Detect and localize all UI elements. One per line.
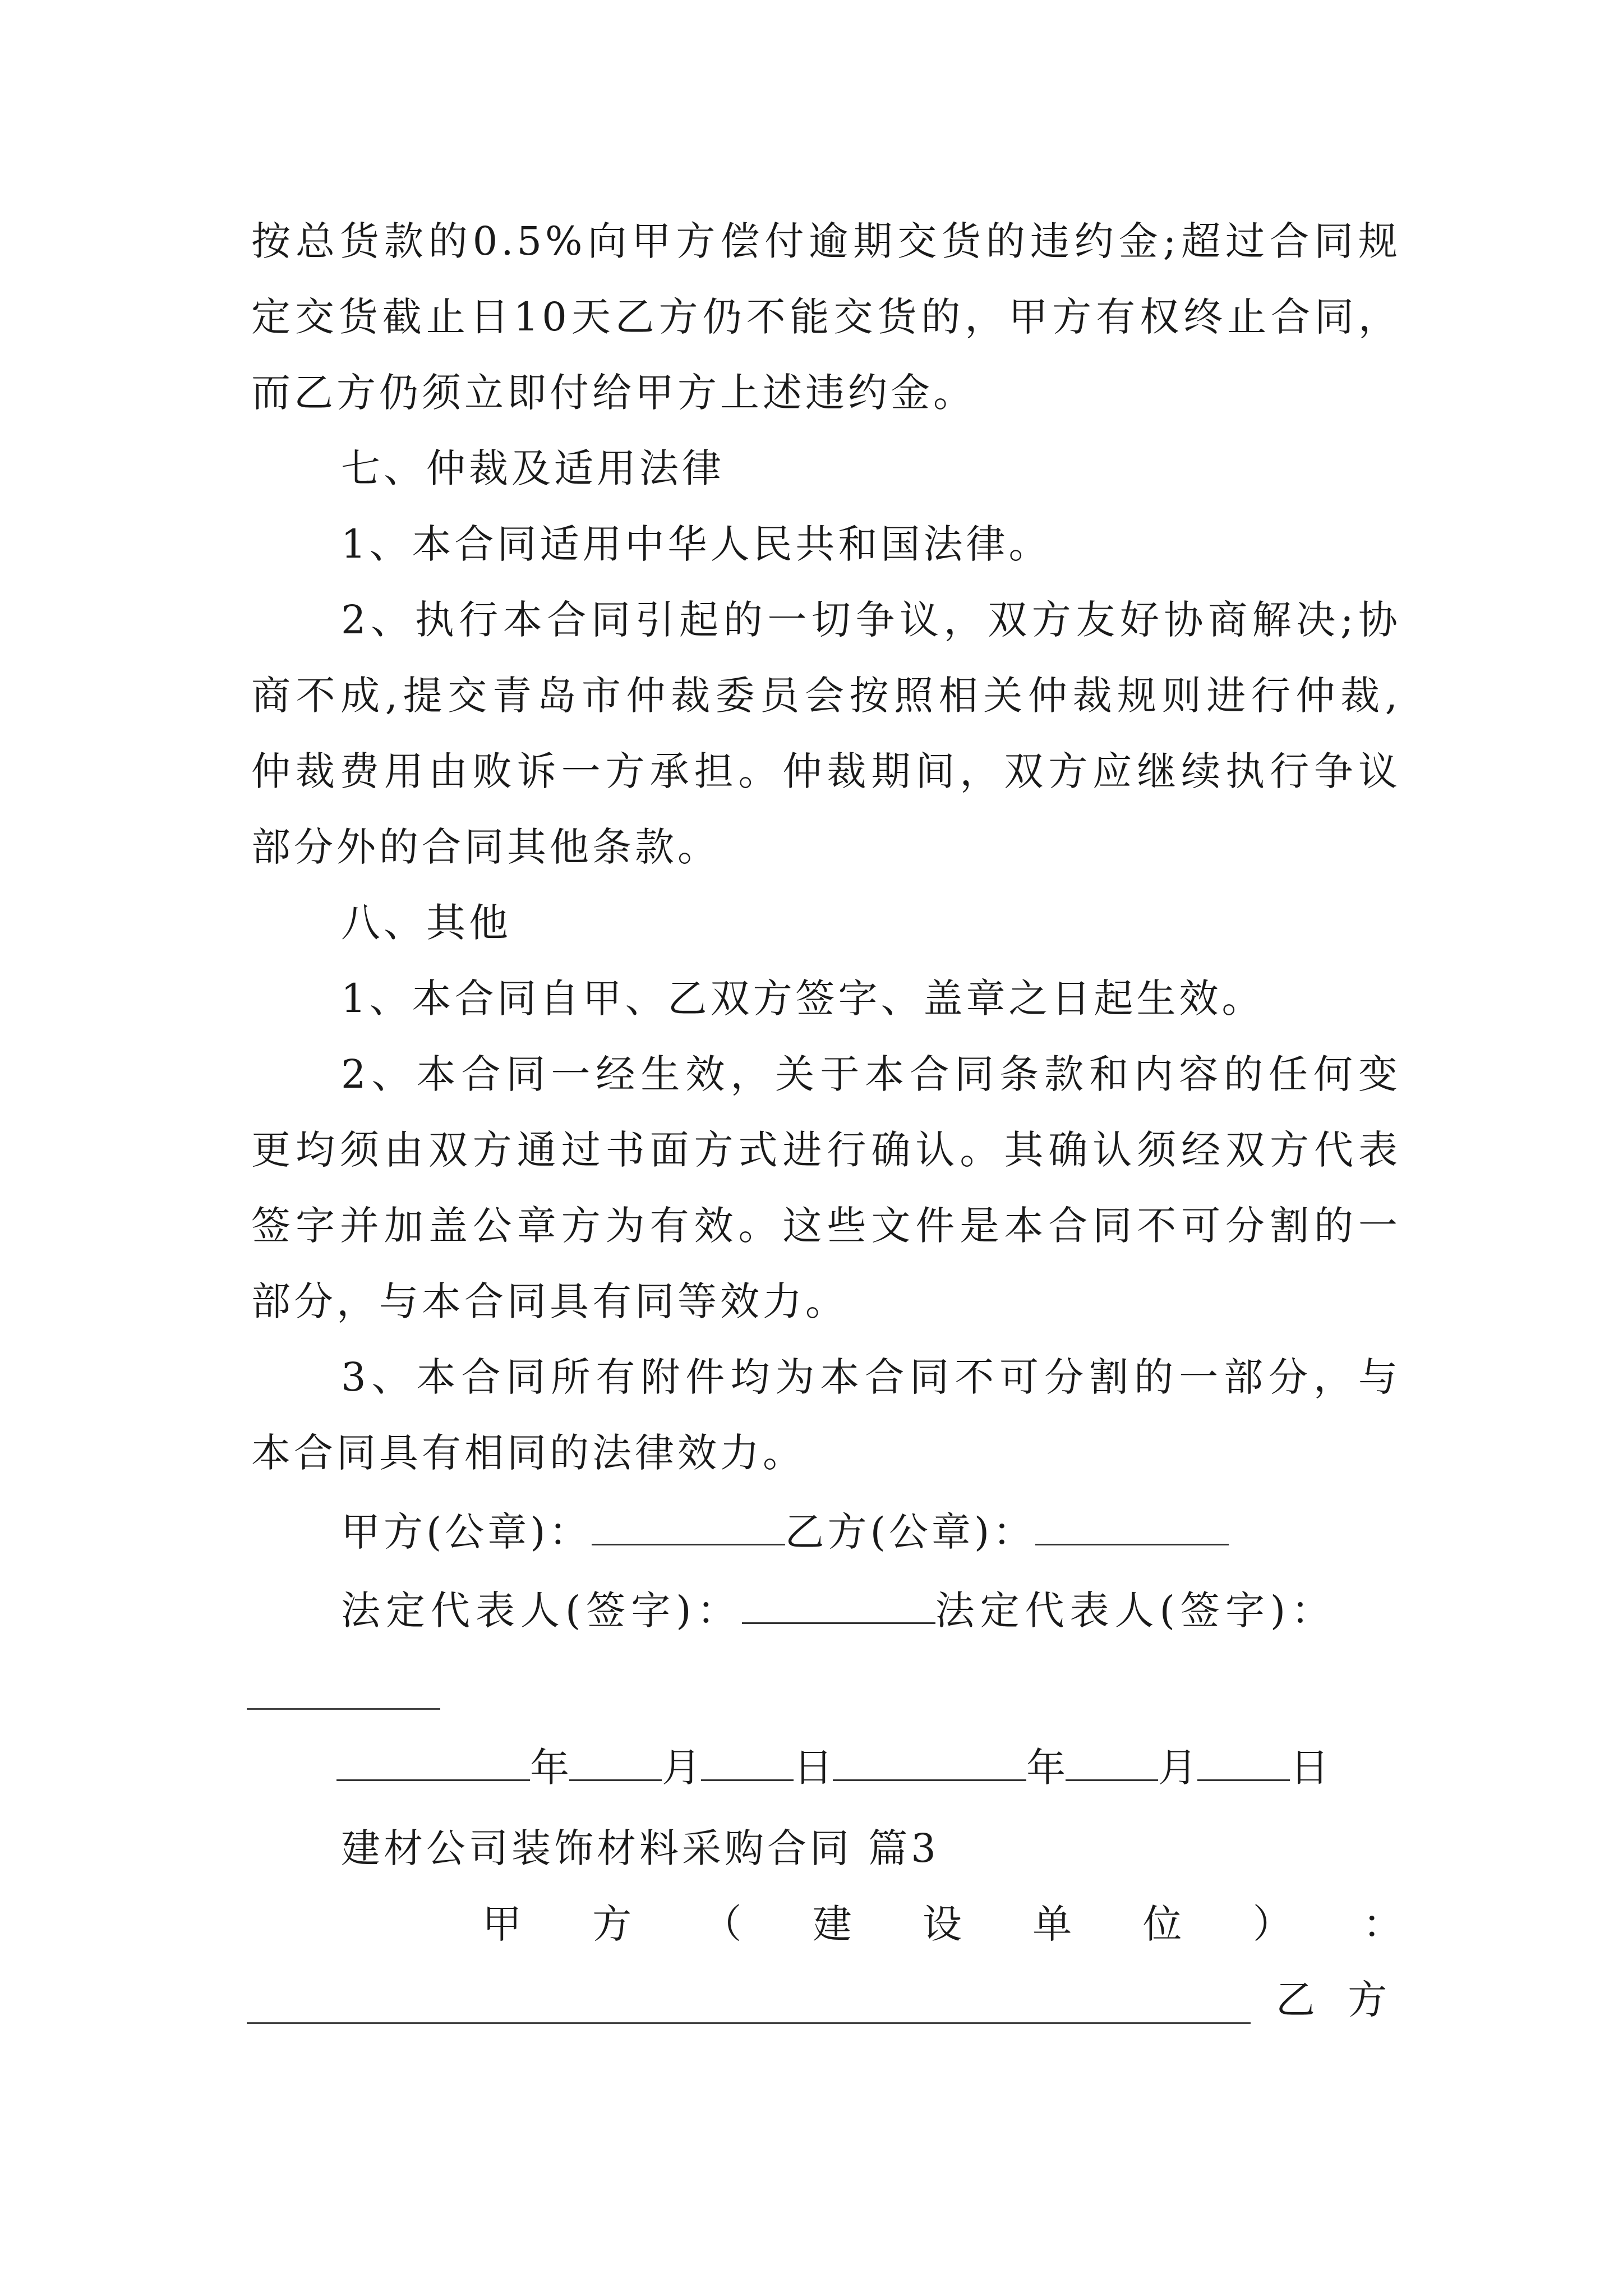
date-row — [336, 1745, 1486, 1789]
representative-signature-row — [341, 1588, 1401, 1632]
section-8-item-2-line-2: 更均须由双方通过书面方式进行确认。其确认须经双方代表 — [251, 1127, 1401, 1173]
date-b-day-label: 日 — [1290, 1745, 1329, 1791]
party-a-char: （ — [702, 1901, 742, 1947]
party-a-rep-blank — [742, 1588, 935, 1624]
section-7-item-2-line-3: 仲裁费用由败诉一方承担。仲裁期间，双方应继续执行争议 — [251, 748, 1401, 794]
party-b-rep-blank — [247, 1708, 440, 1710]
date-a-year-label: 年 — [530, 1745, 569, 1791]
section-8-item-2-line-3: 签字并加盖公章方为有效。这些文件是本合同不可分割的一 — [251, 1203, 1401, 1249]
party-a-char: 建 — [812, 1901, 852, 1947]
party-b-label: 乙 方 — [1276, 1977, 1398, 2023]
party-a-rep-label: 法定代表人(签字)： — [341, 1588, 742, 1634]
party-a-char: 单 — [1032, 1901, 1072, 1947]
section-7-item-2-line-4: 部分外的合同其他条款。 — [251, 824, 720, 870]
section-8-item-2-line-1: 2、本合同一经生效，关于本合同条款和内容的任何变 — [341, 1051, 1401, 1097]
date-a-day-label: 日 — [794, 1745, 833, 1791]
date-b-year-label: 年 — [1026, 1745, 1066, 1791]
section-8-item-3-line-1: 3、本合同所有附件均为本合同不可分割的一部分，与 — [341, 1354, 1401, 1400]
party-b-rep-label: 法定代表人(签字)： — [935, 1588, 1336, 1634]
date-a-year-blank — [336, 1745, 530, 1781]
party-a-seal-blank — [592, 1509, 785, 1545]
party-a-char: ： — [1363, 1901, 1402, 1947]
party-a-char: ） — [1252, 1901, 1292, 1947]
party-a-char: 方 — [592, 1901, 632, 1947]
date-b-month-blank — [1066, 1745, 1158, 1781]
section-7-item-2-line-2: 商不成,提交青岛市仲裁委员会按照相关仲裁规则进行仲裁, — [251, 673, 1401, 719]
party-b-seal-blank — [1035, 1509, 1229, 1545]
section-8-item-1: 1、本合同自甲、乙双方签字、盖章之日起生效。 — [341, 976, 1265, 1022]
section-8-title: 八、其他 — [341, 900, 511, 946]
party-a-seal-label: 甲方(公章)： — [341, 1509, 592, 1555]
next-contract-heading: 建材公司装饰材料采购合同 篇3 — [341, 1825, 939, 1871]
party-a-name-blank — [247, 2022, 1251, 2024]
date-a-month-label: 月 — [662, 1745, 701, 1791]
date-a-month-blank — [569, 1745, 662, 1781]
date-b-year-blank — [833, 1745, 1026, 1781]
penalty-line-1: 按总货款的0.5%向甲方偿付逾期交货的违约金;超过合同规 — [251, 218, 1401, 264]
section-7-title: 七、仲裁及适用法律 — [341, 445, 725, 491]
date-b-month-label: 月 — [1158, 1745, 1197, 1791]
date-b-day-blank — [1197, 1745, 1290, 1781]
section-8-item-2-line-4: 部分，与本合同具有同等效力。 — [251, 1278, 848, 1324]
penalty-line-2: 定交货截止日10天乙方仍不能交货的，甲方有权终止合同， — [251, 294, 1401, 340]
party-a-construction-unit-label — [482, 1901, 1402, 1949]
seal-signature-row — [341, 1509, 1401, 1554]
section-7-item-1: 1、本合同适用中华人民共和国法律。 — [341, 521, 1052, 567]
date-a-day-blank — [701, 1745, 794, 1781]
penalty-line-3: 而乙方仍须立即付给甲方上述违约金。 — [251, 370, 976, 416]
section-8-item-3-line-2: 本合同具有相同的法律效力。 — [251, 1430, 805, 1476]
party-a-char: 甲 — [482, 1901, 522, 1947]
party-a-char: 设 — [923, 1901, 962, 1947]
section-7-item-2-line-1: 2、执行本合同引起的一切争议，双方友好协商解决;协 — [341, 597, 1401, 643]
party-b-seal-label: 乙方(公章)： — [785, 1509, 1036, 1555]
party-a-char: 位 — [1142, 1901, 1182, 1947]
